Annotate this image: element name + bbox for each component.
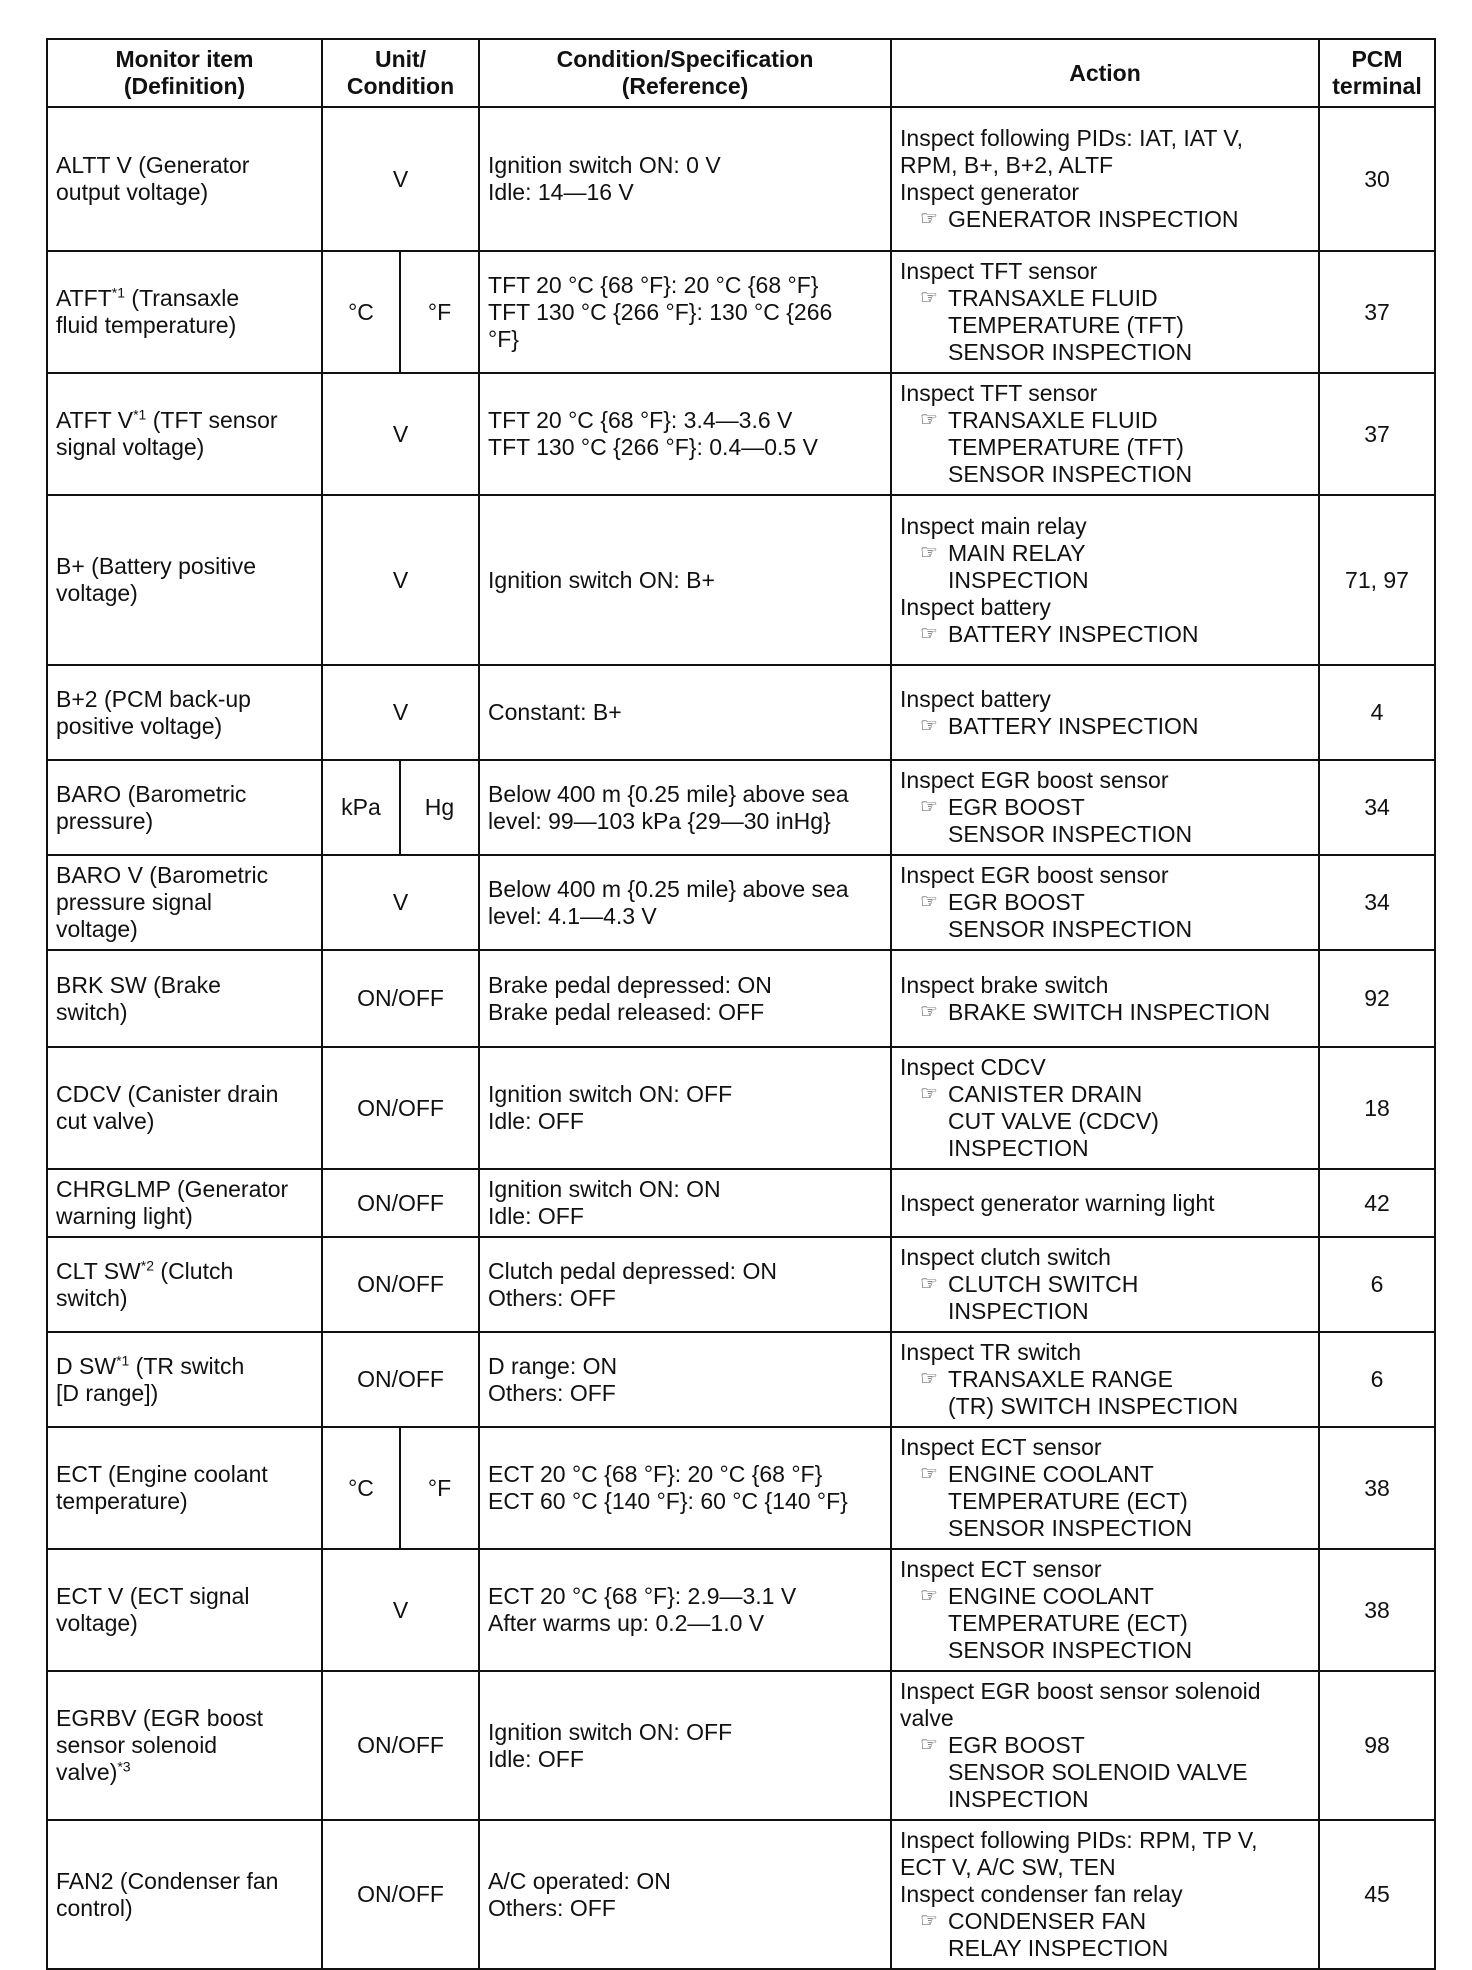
reference-link[interactable]: EGR BOOST SENSOR SOLENOID VALVE INSPECTION (948, 1732, 1248, 1812)
action-text: Inspect EGR boost sensor (900, 862, 1169, 888)
reference-link[interactable]: EGR BOOST SENSOR INSPECTION (948, 889, 1193, 942)
unit-cell: ON/OFF (322, 1671, 479, 1820)
table-row (47, 1237, 1435, 1332)
monitor-item-cell: ALTT V (Generator output voltage) (47, 107, 322, 251)
monitor-item-cell: ECT V (ECT signal voltage) (47, 1549, 322, 1671)
reference-link[interactable]: ENGINE COOLANT TEMPERATURE (ECT) SENSOR INSPECTION (948, 1583, 1193, 1663)
action-cell (891, 251, 1319, 373)
reference-link[interactable]: EGR BOOST SENSOR INSPECTION (948, 794, 1193, 847)
reference-link[interactable]: CANISTER DRAIN CUT VALVE (CDCV) INSPECTION (948, 1081, 1159, 1161)
action-reference (900, 540, 1310, 594)
monitor-item-cell: ATFT$^{*1}$ (Transaxle fluid temperature) (47, 251, 322, 373)
unit-imperial-cell: Hg (400, 760, 479, 855)
condition-cell: Ignition switch ON: OFF Idle: OFF (479, 1047, 891, 1169)
pcm-terminal-cell: 6 (1319, 1332, 1435, 1427)
pcm-terminal-cell: 4 (1319, 665, 1435, 760)
action-text: Inspect following PIDs: RPM, TP V, ECT V, A/C SW, TEN Inspect condenser fan relay (900, 1827, 1258, 1907)
condition-cell: Constant: B+ (479, 665, 891, 760)
action-cell (891, 1427, 1319, 1549)
action-text: Inspect EGR boost sensor solenoid valve (900, 1678, 1261, 1731)
table-row (47, 1427, 1435, 1549)
action-reference (900, 1271, 1310, 1325)
action-reference (900, 999, 1310, 1026)
unit-cell: V (322, 107, 479, 251)
monitor-item-cell: ECT (Engine coolant temperature) (47, 1427, 322, 1549)
header-condition-specification: Condition/Specification (Reference) (479, 39, 891, 107)
action-reference (900, 1081, 1310, 1162)
action-reference (900, 1908, 1310, 1962)
action-reference (900, 713, 1310, 740)
table-row (47, 251, 1435, 373)
monitor-item-cell: ATFT $V^{*1}$ (TFT sensor signal voltage) (47, 373, 322, 495)
condition-cell: Ignition switch ON: OFF Idle: OFF (479, 1671, 891, 1820)
monitor-item-cell: FAN2 (Condenser fan control) (47, 1820, 322, 1969)
action-cell (891, 1169, 1319, 1237)
pcm-terminal-cell: 34 (1319, 760, 1435, 855)
action-cell (891, 855, 1319, 950)
reference-pointer-icon: ☞ (920, 1000, 938, 1023)
pcm-terminal-cell: 37 (1319, 373, 1435, 495)
unit-cell: V (322, 855, 479, 950)
action-cell (891, 665, 1319, 760)
action-reference (900, 1461, 1310, 1542)
table-row (47, 760, 1435, 855)
unit-metric-cell: °C (322, 251, 400, 373)
table-row (47, 1169, 1435, 1237)
monitor-item-cell: CDCV (Canister drain cut valve) (47, 1047, 322, 1169)
unit-metric-cell: kPa (322, 760, 400, 855)
table-row (47, 950, 1435, 1047)
action-text-secondary: Inspect battery (900, 593, 1051, 620)
reference-pointer-icon: ☞ (920, 541, 938, 564)
action-cell (891, 1549, 1319, 1671)
reference-link[interactable]: BRAKE SWITCH INSPECTION (948, 998, 1271, 1025)
reference-pointer-icon: ☞ (920, 622, 938, 645)
unit-cell: ON/OFF (322, 1047, 479, 1169)
action-cell (891, 495, 1319, 665)
condition-cell: Brake pedal depressed: ON Brake pedal released: OFF (479, 950, 891, 1047)
table-row (47, 1332, 1435, 1427)
pcm-terminal-cell: 30 (1319, 107, 1435, 251)
reference-link[interactable]: BATTERY INSPECTION (948, 712, 1199, 739)
action-cell (891, 1820, 1319, 1969)
reference-link[interactable]: GENERATOR INSPECTION (948, 206, 1239, 232)
reference-link[interactable]: TRANSAXLE FLUID TEMPERATURE (TFT) SENSOR INSPECTION (948, 407, 1193, 487)
condition-cell: Ignition switch ON: ON Idle: OFF (479, 1169, 891, 1237)
action-cell (891, 1671, 1319, 1820)
header-monitor-item: Monitor item (Definition) (47, 39, 322, 107)
table-row (47, 107, 1435, 251)
condition-cell: Ignition switch ON: 0 V Idle: 14—16 V (479, 107, 891, 251)
reference-link[interactable]: CLUTCH SWITCH INSPECTION (948, 1271, 1139, 1324)
reference-pointer-icon: ☞ (920, 1368, 938, 1390)
action-text: Inspect following PIDs: IAT, IAT V, RPM, B+, B+2, ALTF Inspect generator (900, 125, 1244, 205)
pcm-terminal-cell: 92 (1319, 950, 1435, 1047)
unit-cell: ON/OFF (322, 1237, 479, 1332)
unit-cell: V (322, 495, 479, 665)
table-row (47, 373, 1435, 495)
action-cell (891, 1332, 1319, 1427)
table-row (47, 665, 1435, 760)
unit-cell: V (322, 373, 479, 495)
pid-monitor-table (46, 38, 1436, 1970)
pcm-terminal-cell: 71, 97 (1319, 495, 1435, 665)
action-text: Inspect battery (900, 685, 1051, 712)
action-text: Inspect generator warning light (900, 1189, 1215, 1216)
action-text: Inspect EGR boost sensor (900, 767, 1169, 793)
monitor-item-cell: D SW$^{*1}$ (TR switch [D range]) (47, 1332, 322, 1427)
action-reference (900, 285, 1310, 366)
reference-link[interactable]: ENGINE COOLANT TEMPERATURE (ECT) SENSOR INSPECTION (948, 1461, 1193, 1541)
header-unit-condition: Unit/ Condition (322, 39, 479, 107)
action-text: Inspect CDCV (900, 1054, 1046, 1080)
monitor-item-cell: EGRBV (EGR boost sensor solenoid valve)$^{*3}$ (47, 1671, 322, 1820)
pcm-terminal-cell: 38 (1319, 1549, 1435, 1671)
unit-metric-cell: °C (322, 1427, 400, 1549)
reference-pointer-icon: ☞ (920, 1585, 938, 1607)
reference-pointer-icon: ☞ (920, 287, 938, 309)
action-text: Inspect clutch switch (900, 1244, 1111, 1270)
action-reference (900, 794, 1310, 848)
monitor-item-cell: B+2 (PCM back-up positive voltage) (47, 665, 322, 760)
monitor-item-cell: CHRGLMP (Generator warning light) (47, 1169, 322, 1237)
pcm-terminal-cell: 38 (1319, 1427, 1435, 1549)
action-cell (891, 950, 1319, 1047)
table-row (47, 1671, 1435, 1820)
table-row (47, 495, 1435, 665)
pcm-terminal-cell: 37 (1319, 251, 1435, 373)
action-text: Inspect brake switch (900, 971, 1109, 998)
monitor-item-cell: B+ (Battery positive voltage) (47, 495, 322, 665)
unit-cell: V (322, 1549, 479, 1671)
reference-pointer-icon: ☞ (920, 208, 938, 230)
unit-cell: ON/OFF (322, 1169, 479, 1237)
reference-link[interactable]: CONDENSER FAN RELAY INSPECTION (948, 1908, 1169, 1961)
action-cell (891, 373, 1319, 495)
reference-pointer-icon: ☞ (920, 1463, 938, 1485)
action-text: Inspect TFT sensor (900, 258, 1098, 284)
table-row (47, 855, 1435, 950)
reference-pointer-icon: ☞ (920, 1083, 938, 1105)
pcm-terminal-cell: 42 (1319, 1169, 1435, 1237)
action-text: Inspect TFT sensor (900, 380, 1098, 406)
table-header-row (47, 39, 1435, 107)
action-cell (891, 107, 1319, 251)
table-row (47, 1047, 1435, 1169)
monitor-item-cell: BARO V (Barometric pressure signal voltage) (47, 855, 322, 950)
condition-cell: Ignition switch ON: B+ (479, 495, 891, 665)
condition-cell: Below 400 m {0.25 mile} above sea level: 99—103 kPa {29—30 inHg} (479, 760, 891, 855)
pcm-terminal-cell: 34 (1319, 855, 1435, 950)
action-text: Inspect ECT sensor (900, 1434, 1102, 1460)
action-reference (900, 1583, 1310, 1664)
reference-pointer-icon: ☞ (920, 1734, 938, 1756)
table-row (47, 1549, 1435, 1671)
pcm-terminal-cell: 98 (1319, 1671, 1435, 1820)
reference-link[interactable]: BATTERY INSPECTION (948, 620, 1199, 647)
action-reference (900, 206, 1310, 233)
condition-cell: D range: ON Others: OFF (479, 1332, 891, 1427)
monitor-item-cell: BRK SW (Brake switch) (47, 950, 322, 1047)
pcm-terminal-cell: 18 (1319, 1047, 1435, 1169)
action-reference (900, 407, 1310, 488)
condition-cell: TFT 20 °C {68 °F}: 20 °C {68 °F} TFT 130 °C {266 °F}: 130 °C {266 °F} (479, 251, 891, 373)
action-reference (900, 1366, 1310, 1420)
action-cell (891, 1047, 1319, 1169)
unit-cell: ON/OFF (322, 1332, 479, 1427)
pcm-terminal-cell: 45 (1319, 1820, 1435, 1969)
reference-pointer-icon: ☞ (920, 891, 938, 913)
action-reference (900, 889, 1310, 943)
reference-pointer-icon: ☞ (920, 1273, 938, 1295)
header-action: Action (891, 39, 1319, 107)
monitor-item-cell: CLT SW$^{*2}$ (Clutch switch) (47, 1237, 322, 1332)
condition-cell: TFT 20 °C {68 °F}: 3.4—3.6 V TFT 130 °C {266 °F}: 0.4—0.5 V (479, 373, 891, 495)
unit-imperial-cell: °F (400, 251, 479, 373)
table-row (47, 1820, 1435, 1969)
unit-cell: ON/OFF (322, 950, 479, 1047)
condition-cell: ECT 20 °C {68 °F}: 2.9—3.1 V After warms up: 0.2—1.0 V (479, 1549, 891, 1671)
unit-cell: V (322, 665, 479, 760)
condition-cell: Below 400 m {0.25 mile} above sea level: 4.1—4.3 V (479, 855, 891, 950)
action-reference-secondary (900, 621, 1310, 648)
reference-pointer-icon: ☞ (920, 714, 938, 737)
pcm-terminal-cell: 6 (1319, 1237, 1435, 1332)
condition-cell: ECT 20 °C {68 °F}: 20 °C {68 °F} ECT 60 °C {140 °F}: 60 °C {140 °F} (479, 1427, 891, 1549)
monitor-item-cell: BARO (Barometric pressure) (47, 760, 322, 855)
action-text: Inspect TR switch (900, 1339, 1082, 1365)
reference-link[interactable]: TRANSAXLE FLUID TEMPERATURE (TFT) SENSOR INSPECTION (948, 285, 1193, 365)
action-reference (900, 1732, 1310, 1813)
action-text: Inspect ECT sensor (900, 1556, 1102, 1582)
action-cell (891, 1237, 1319, 1332)
reference-pointer-icon: ☞ (920, 796, 938, 818)
action-cell (891, 760, 1319, 855)
condition-cell: A/C operated: ON Others: OFF (479, 1820, 891, 1969)
action-text: Inspect main relay (900, 512, 1087, 539)
unit-cell: ON/OFF (322, 1820, 479, 1969)
reference-link[interactable]: MAIN RELAY INSPECTION (948, 539, 1089, 593)
reference-pointer-icon: ☞ (920, 1910, 938, 1932)
header-pcm-terminal: PCM terminal (1319, 39, 1435, 107)
reference-pointer-icon: ☞ (920, 409, 938, 431)
reference-link[interactable]: TRANSAXLE RANGE (TR) SWITCH INSPECTION (948, 1366, 1239, 1419)
condition-cell: Clutch pedal depressed: ON Others: OFF (479, 1237, 891, 1332)
unit-imperial-cell: °F (400, 1427, 479, 1549)
